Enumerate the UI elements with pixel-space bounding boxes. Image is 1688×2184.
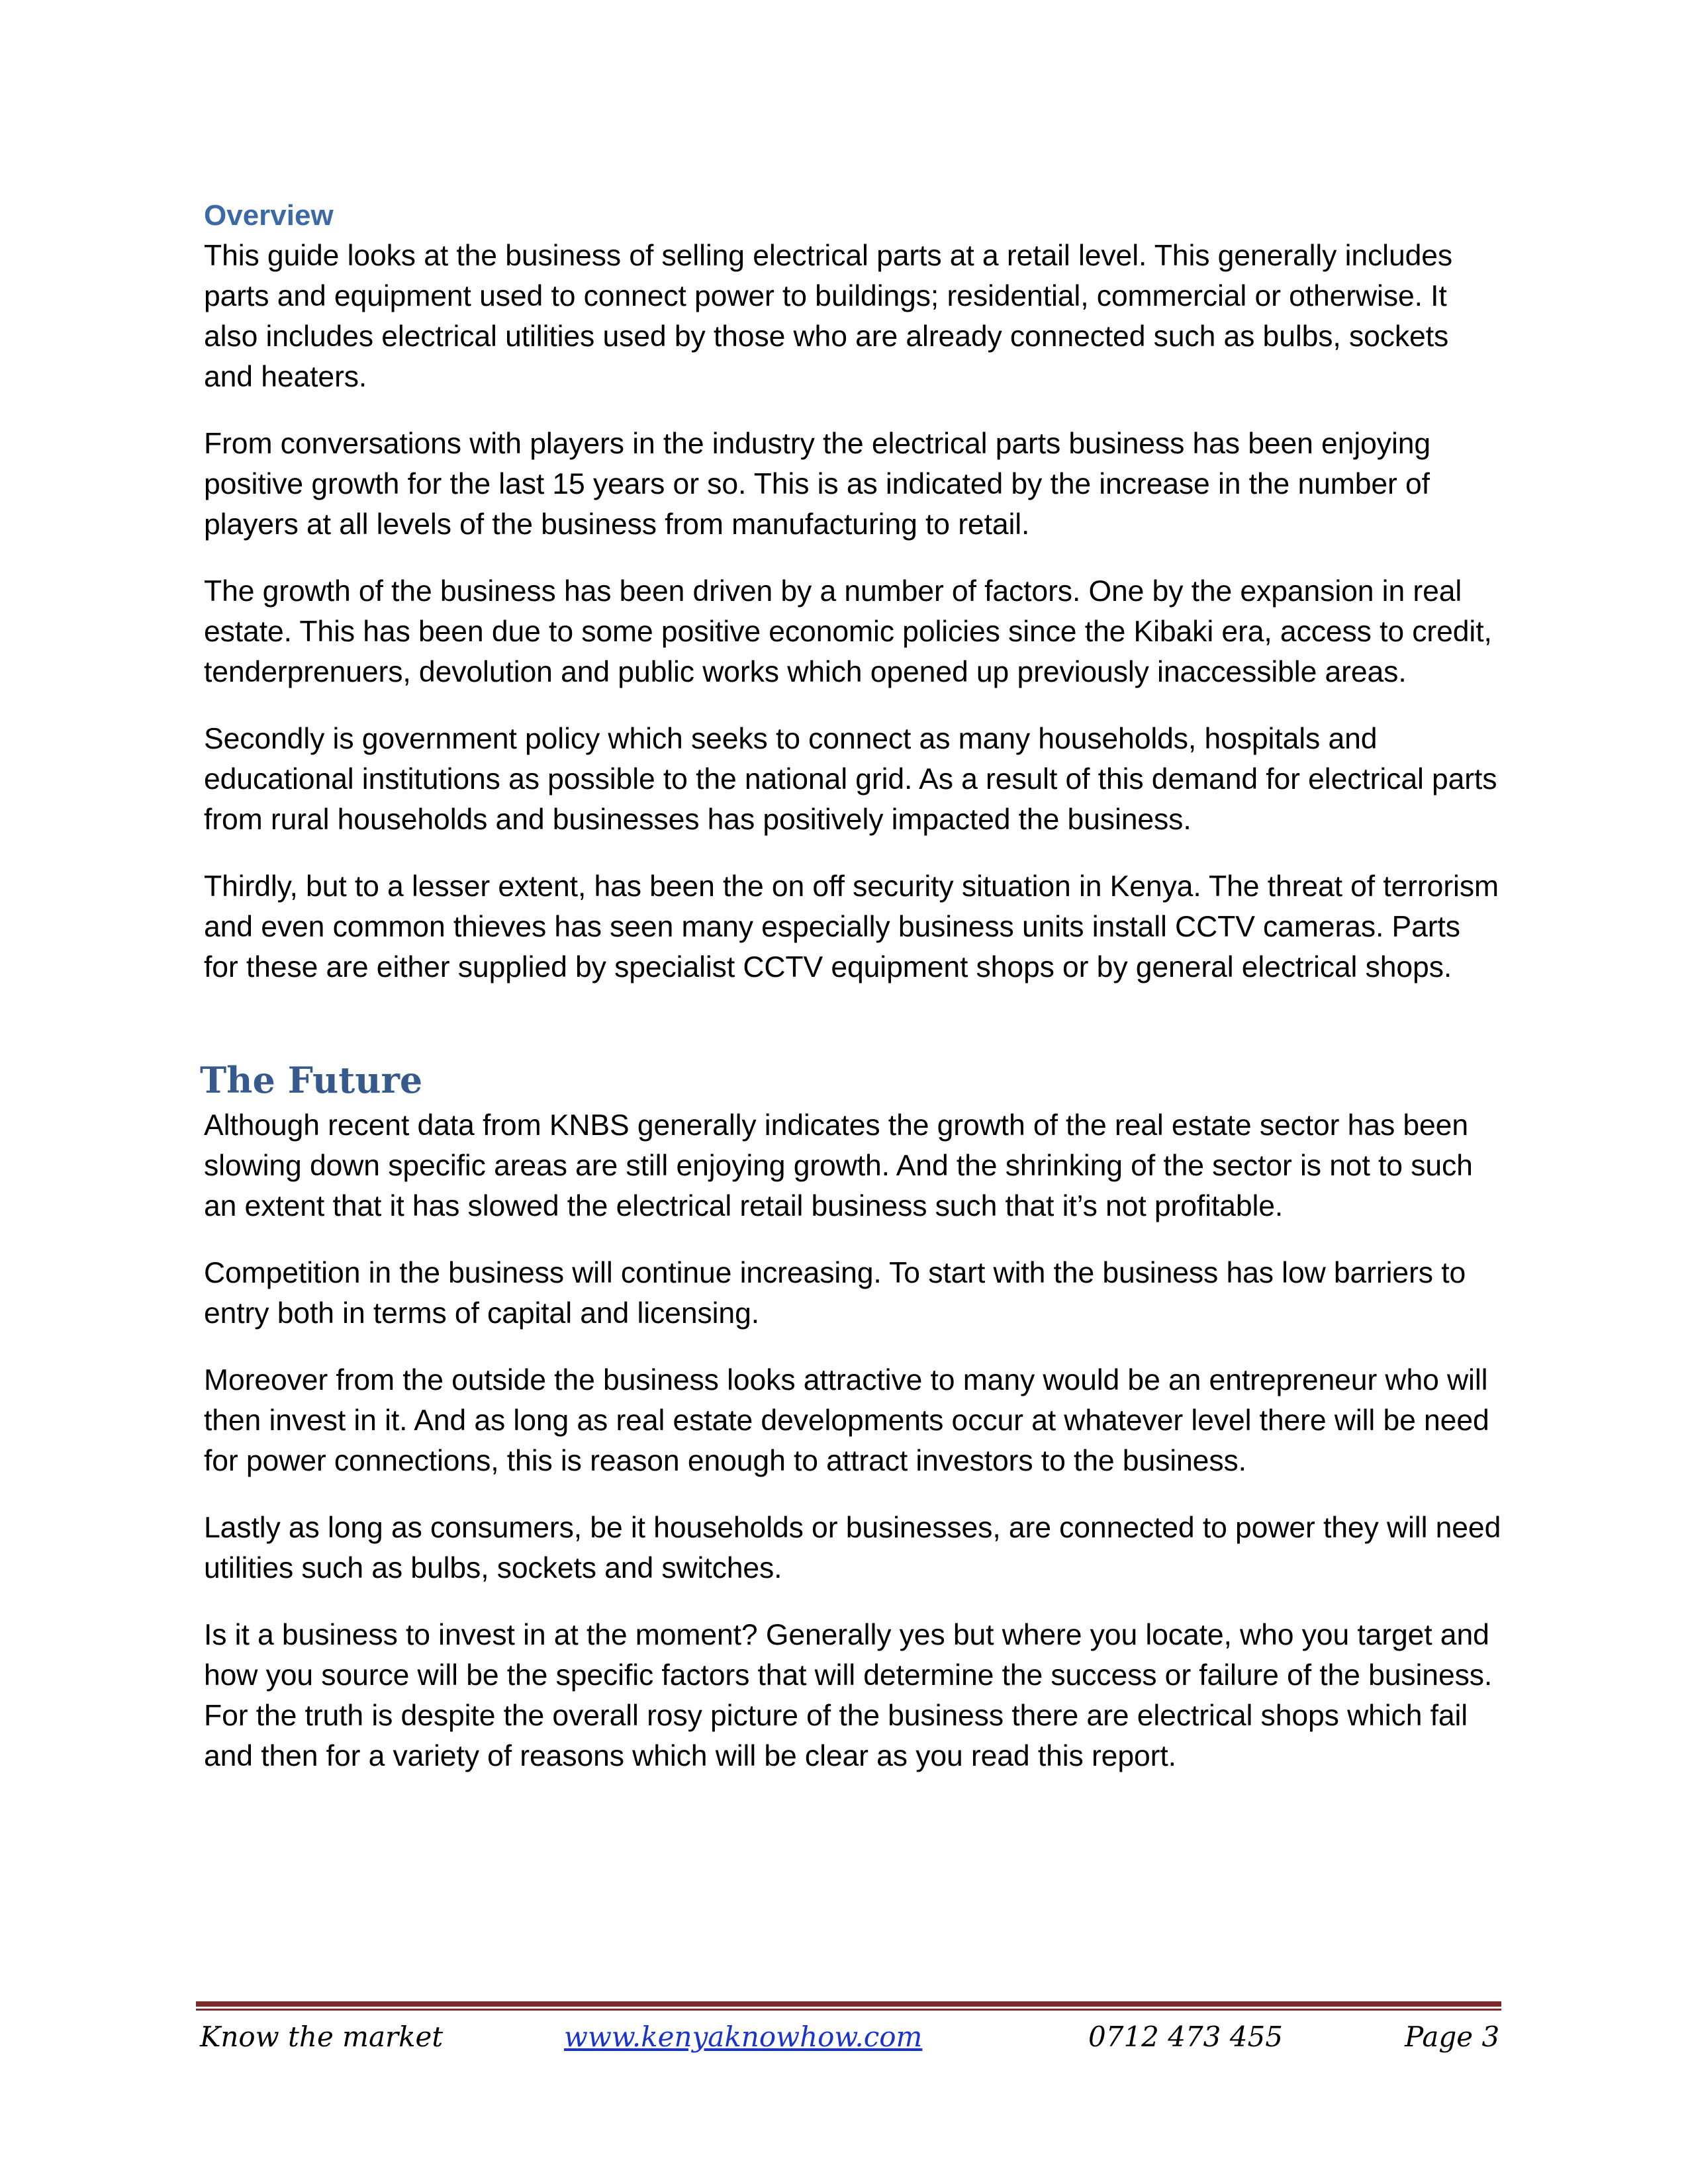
future-section — [200, 1055, 1501, 1776]
future-paragraph-4: Lastly as long as consumers, be it households or businesses, are connected to power they will need utilities such as bulbs, sockets and switches. — [204, 1512, 1501, 1584]
overview-paragraph-3: The growth of the business has been driven by a number of factors. One by the expansion in real estate. This has been due to some positive economic policies since the Kibaki era, access to credit, tenderprenuers, devolution and public works which opened up previously inaccessible areas. — [204, 575, 1492, 688]
overview-paragraph-2: From conversations with players in the industry the electrical parts business has been enjoying positive growth for the last 15 years or so. This is as indicated by the increase in the number of players at all levels of the business from manufacturing to retail. — [204, 428, 1431, 541]
footer-divider — [196, 2001, 1501, 2011]
future-heading: The Future — [200, 1059, 423, 1101]
footer-tagline: Know the market — [200, 2021, 444, 2053]
future-paragraph-3: Moreover from the outside the business looks attractive to many would be an entrepreneur who will then invest in it. And as long as real estate developments occur at whatever level there will be need for power connections, this is reason enough to attract investors to the business. — [204, 1364, 1489, 1477]
footer-divider-thin — [196, 2009, 1501, 2011]
overview-paragraph-4: Secondly is government policy which seeks to connect as many households, hospitals and educational institutions as possible to the national grid. As a result of this demand for electrical parts from rural households and businesses has positively impacted the business. — [204, 723, 1497, 836]
future-paragraph-2: Competition in the business will continue increasing. To start with the business has low barriers to entry both in terms of capital and licensing. — [204, 1257, 1466, 1330]
footer-page-number: Page 3 — [1405, 2021, 1500, 2053]
overview-paragraph-1: This guide looks at the business of selling electrical parts at a retail level. This generally includes parts and equipment used to connect power to buildings; residential, commercial or otherwise. It also includes electrical utilities used by those who are already connected such as bulbs, sockets and heaters. — [204, 240, 1453, 393]
future-paragraph-1: Although recent data from KNBS generally indicates the growth of the real estate sector has been slowing down specific areas are still enjoying growth. And the shrinking of the sector is not to such an extent that it has slowed the electrical retail business such that it’s not profitable. — [204, 1109, 1473, 1222]
footer-website-link[interactable]: www.kenyaknowhow.com — [564, 2021, 923, 2053]
future-paragraph-5: Is it a business to invest in at the moment? Generally yes but where you locate, who you target and how you source will be the specific factors that will determine the success or failure of the business. For the truth is despite the overall rosy picture of the business there are electrical shops which fail and then for a variety of reasons which will be clear as you read this report. — [204, 1619, 1493, 1772]
footer-phone: 0712 473 455 — [1088, 2021, 1283, 2053]
footer-divider-thick — [196, 2001, 1501, 2007]
overview-section — [204, 196, 1501, 987]
page-content — [200, 196, 1501, 1803]
overview-paragraph-5: Thirdly, but to a lesser extent, has been the on off security situation in Kenya. The threat of terrorism and even common thieves has seen many especially business units install CCTV cameras. Parts for these are either supplied by specialist CCTV equipment shops or by general electrical shops. — [204, 870, 1499, 983]
overview-heading: Overview — [204, 199, 334, 232]
